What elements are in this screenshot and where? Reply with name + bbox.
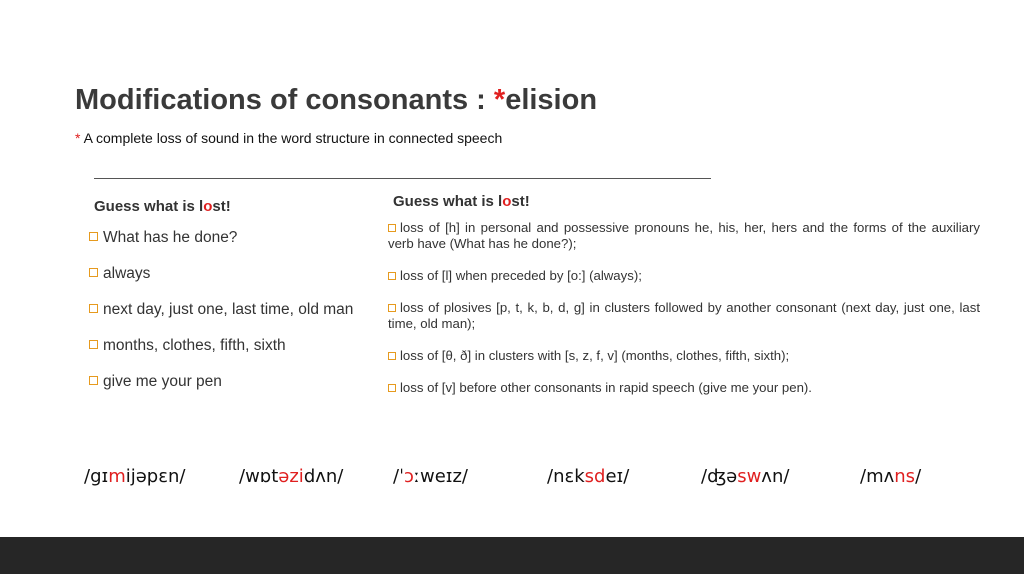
left-item: always <box>89 265 150 283</box>
right-heading: Guess what is lost! <box>393 193 530 210</box>
checkbox-bullet-icon <box>388 384 396 392</box>
right-item: loss of plosives [p, t, k, b, d, g] in clusters followed by another consonant (next day, just one, last time, old man); <box>388 300 980 331</box>
slide-title: Modifications of consonants : *elision <box>75 84 598 116</box>
left-item: next day, just one, last time, old man <box>89 301 353 319</box>
transcription: /mʌns/ <box>860 466 922 487</box>
checkbox-bullet-icon <box>388 352 396 360</box>
transcription: /ʤəswʌn/ <box>701 466 790 487</box>
left-item: What has he done? <box>89 229 237 247</box>
divider-line <box>94 178 711 179</box>
checkbox-bullet-icon <box>89 340 98 349</box>
transcription: /nɛksdeɪ/ <box>547 466 630 487</box>
checkbox-bullet-icon <box>388 224 396 232</box>
footer-bar <box>0 537 1024 574</box>
checkbox-bullet-icon <box>89 232 98 241</box>
left-item: months, clothes, fifth, sixth <box>89 337 286 355</box>
checkbox-bullet-icon <box>89 268 98 277</box>
right-item: loss of [θ, ð] in clusters with [s, z, f, v] (months, clothes, fifth, sixth); <box>388 348 980 364</box>
right-item: loss of [l] when preceded by [o:] (always); <box>388 268 980 284</box>
checkbox-bullet-icon <box>388 304 396 312</box>
slide-subtitle: * A complete loss of sound in the word structure in connected speech <box>75 130 503 146</box>
right-item: loss of [v] before other consonants in rapid speech (give me your pen). <box>388 380 980 396</box>
left-item: give me your pen <box>89 373 222 391</box>
checkbox-bullet-icon <box>89 376 98 385</box>
right-item: loss of [h] in personal and possessive pronouns he, his, her, hers and the forms of the auxiliary verb have (What has he done?); <box>388 220 980 251</box>
transcription: /gɪmijəpɛn/ <box>84 466 186 487</box>
left-heading: Guess what is lost! <box>94 198 231 215</box>
checkbox-bullet-icon <box>388 272 396 280</box>
checkbox-bullet-icon <box>89 304 98 313</box>
transcription: /wɒtəzidʌn/ <box>239 466 344 487</box>
transcription: /ˈɔːweɪz/ <box>393 466 468 487</box>
